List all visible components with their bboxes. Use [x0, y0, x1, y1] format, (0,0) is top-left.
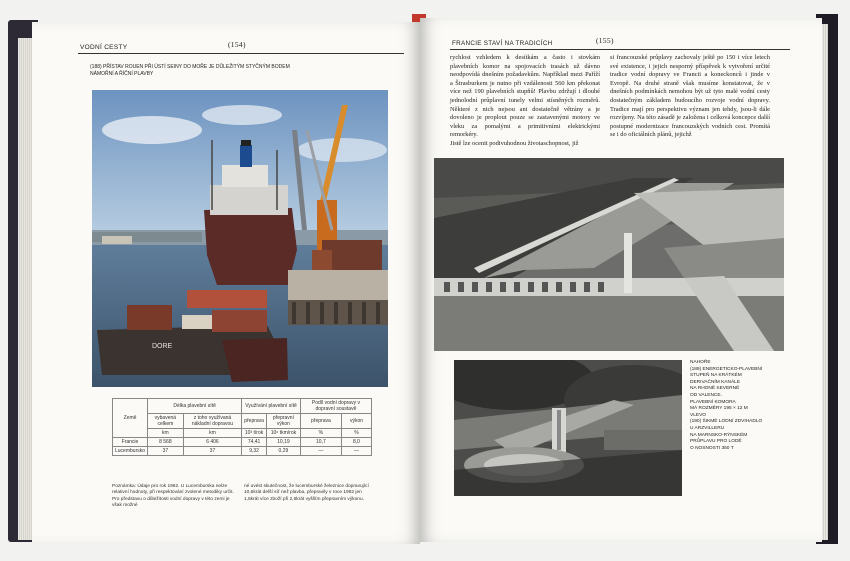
open-book — [8, 14, 838, 546]
th-unit-km-1: km — [148, 429, 184, 438]
caption-line: OD VALENCE. — [690, 392, 722, 398]
cell-country: Francie — [113, 438, 148, 447]
boat-name-label: DORE — [152, 343, 173, 350]
cell-total: 37 — [148, 447, 184, 456]
th-length-used: z toho využívaná nákladní dopravou — [183, 414, 242, 429]
table-note-left: Poznámka: Údaje pro rok 1982. U Lucemburska nelze relativní hodnoty, při respektování zvolené metodiky určit. Pro představu o důležitosti vodní dopravy v této zemi je však možné — [112, 484, 234, 509]
caption-line: PLAVEBNÍ KOMORA — [690, 399, 736, 405]
th-usage-performance: přepravní výkon — [266, 414, 300, 429]
rhone-barrage-illustration — [434, 158, 784, 351]
cell-share-t: — — [300, 447, 341, 456]
table-row — [113, 447, 372, 456]
cell-transport: 9,32 — [242, 447, 267, 456]
caption-line: (189) ENERGETICKO-PLAVEBNÍ — [690, 366, 763, 372]
cell-performance: 0,29 — [266, 447, 300, 456]
caption-line: O NOSNOSTI 350 T — [690, 445, 734, 451]
th-country: Země — [113, 399, 148, 438]
caption-line: VLEVO — [690, 412, 706, 418]
caption-line: U ARZVILLERU — [690, 425, 725, 431]
th-unit-pct-1: % — [300, 429, 341, 438]
th-usage: Využívání plavební sítě — [242, 399, 301, 414]
cell-share-p: 8,0 — [341, 438, 371, 447]
th-usage-transport: přeprava — [242, 414, 267, 429]
cell-share-t: 10,7 — [300, 438, 341, 447]
header-rule-left — [78, 53, 404, 54]
caption-line: NA RHONĚ SEVERNĚ — [690, 386, 740, 392]
rhone-barrage-photo — [434, 158, 784, 351]
body-column-1-last-line: Jistě lze ocenit podivuhodnou životaschopnost, již — [450, 139, 579, 147]
running-header-right: FRANCIE STAVÍ NA TRADICÍCH — [452, 40, 553, 47]
caption-line: NAHOŘE — [690, 360, 711, 365]
rouen-port-illustration — [92, 90, 388, 387]
th-unit-t: 10³ t/rok — [242, 429, 267, 438]
cell-total: 8 568 — [148, 438, 184, 447]
photo-caption-188: (188) PŘÍSTAV ROUEN PŘI ÚSTÍ SEINY DO MOŘE JE DŮLEŽITÝM STYČNÝM BODEM NÁMOŘNÍ A ŘÍČNÍ PLAVBY — [90, 64, 290, 77]
cell-transport: 74,41 — [242, 438, 267, 447]
caption-line: PRŮPLAVU PRO LODĚ — [690, 439, 742, 445]
th-share-performance: výkon — [341, 414, 371, 429]
rouen-port-photo — [92, 90, 388, 387]
th-length: Délka plavební sítě — [148, 399, 242, 414]
page-number-left: (154) — [228, 40, 246, 49]
body-column-1 — [450, 54, 600, 149]
right-page — [420, 18, 822, 542]
page-number-right: (155) — [596, 36, 614, 45]
th-share-transport: přeprava — [300, 414, 341, 429]
running-header-left: VODNÍ CESTY — [80, 44, 128, 51]
caption-line: MÁ ROZMĚRY 195 × 12 M — [690, 406, 748, 412]
caption-line: STUPEŇ NA KRÁTKÉM — [690, 373, 742, 379]
table-row — [113, 438, 372, 447]
caption-line: DERIVAČNÍM KANÁLE — [690, 379, 741, 385]
th-share: Podíl vodní dopravy v dopravní soustavě — [300, 399, 371, 414]
body-column-2: si francouzské průplavy zachovaly ještě po 150 i více letech své existence, i jejich nesporný příspěvek k vytvoření určité tradice vodní dopravy ve Francii a koneckonců i jinde v Evropě. Na druhé straně však musíme konstatovat, že v dnešních podmínkách nemohou být už tyto malé vodní cesty dostatečným základem budoucího rozvoje vodní dopravy. Tradice mají pro perspektivu význam jen tehdy, jsou-li dále rozvíjeny. Na této zásadě je založena i celková koncepce další postupné modernizace francouzských vodních cest. Promítá se i do oficiálních plánů, jejichž — [610, 54, 770, 139]
th-unit-pct-2: % — [341, 429, 371, 438]
caption-line: (190) ŠIKMÉ LODNÍ ZDVIHADLO — [690, 419, 763, 425]
photo-captions-189-190 — [690, 360, 780, 452]
header-rule-right — [450, 49, 790, 50]
cell-used: 37 — [183, 447, 242, 456]
waterways-stats-table — [112, 398, 372, 456]
th-unit-km-2: km — [183, 429, 242, 438]
th-unit-tkm: 10⁶ tkm/rok — [266, 429, 300, 438]
cell-share-p: — — [341, 447, 371, 456]
left-page — [32, 22, 420, 544]
cell-performance: 10,19 — [266, 438, 300, 447]
body-column-1-text: rychlost vzhledem k desítkám a často i stovkám plavebních komor na spojovacích trasách už dávno neodpovídá dnešním požadavkům. Například mezi Paříží a Štrasburkem je nutno při vzdálenosti 560 km překonat více než 190 plavebních stupňů! Plavbu zdržují i dlouhé jednolodní průplavní tunely velmi stísněných rozměrů. Některé z nich nejsou ani dostatečně větrány a je dovoleno je proplout pouze se zastavenými motory ve vleku za pomalými a primitivními elektrickými remorkéry. — [450, 54, 600, 139]
boat-lift-illustration — [454, 360, 682, 496]
arzviller-boat-lift-photo — [454, 360, 682, 496]
cell-used: 6 406 — [183, 438, 242, 447]
cell-country: Lucembursko — [113, 447, 148, 456]
table-note-right: né uvést skutečnost, že lucemburské železnice dopravující 10,6krát delší síť než plavba, přepravily v roce 1982 jen 1,5krát více zboží při 2,5krát vyšším přepravním výkonu. — [244, 484, 369, 502]
caption-line: NA MARNSKO-RÝNSKÉM — [690, 432, 748, 438]
th-length-total: vybavená celkem — [148, 414, 184, 429]
